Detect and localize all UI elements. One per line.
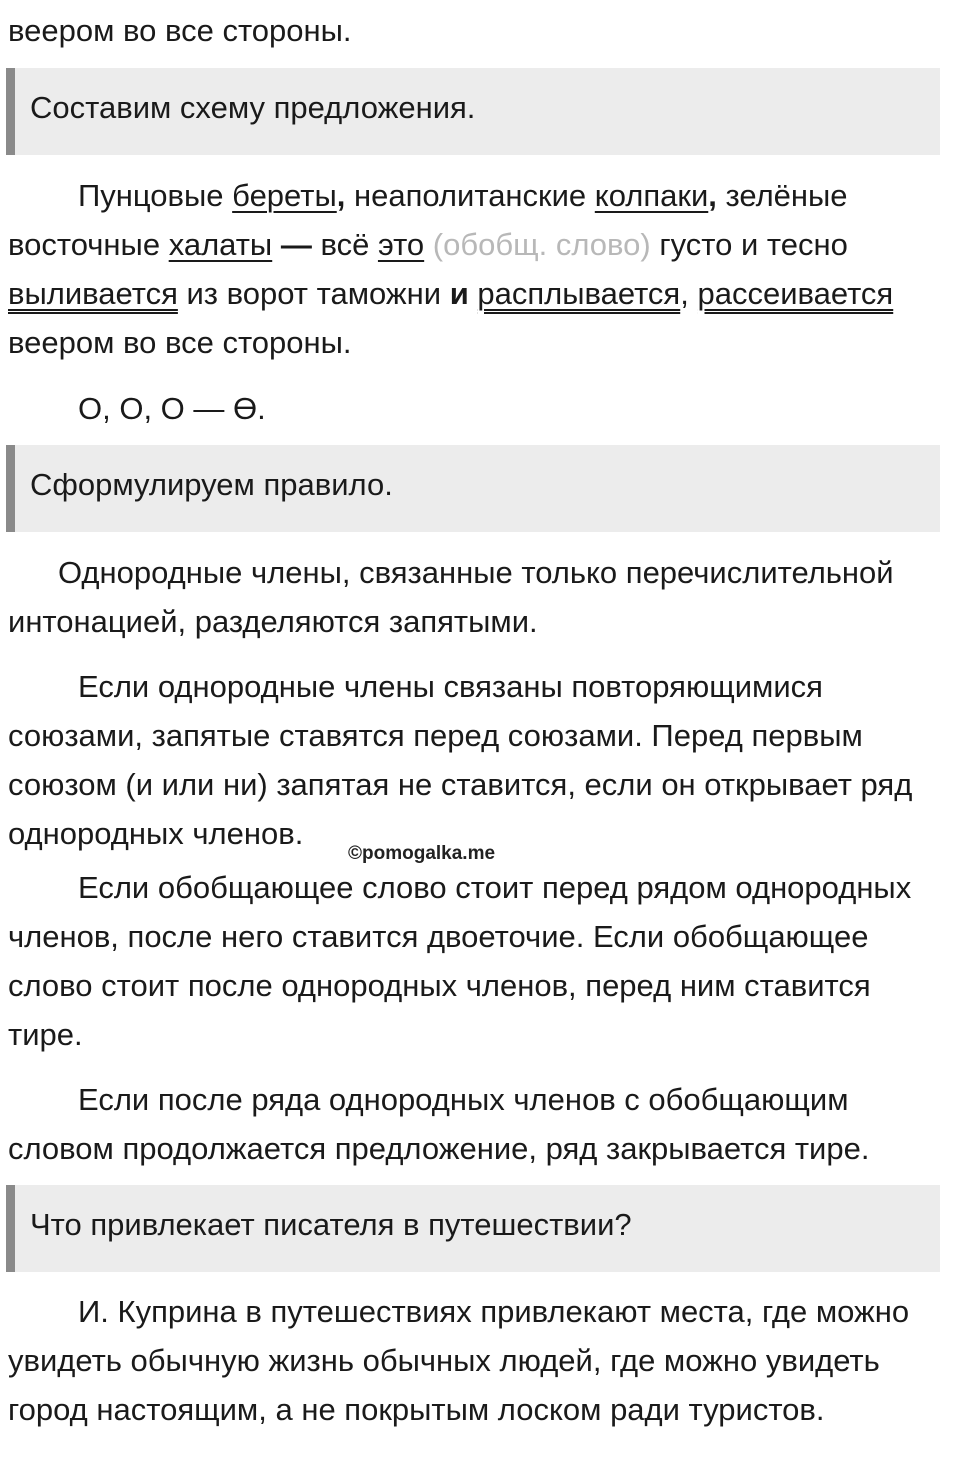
space [424, 227, 433, 262]
word: зелёные восточные [8, 178, 848, 262]
word: из ворот таможни [177, 276, 450, 311]
generalizing-word: это [377, 227, 425, 262]
word: всё [311, 227, 378, 262]
section-header-rule [6, 445, 940, 532]
section-header-scheme-text: Составим схему предложения. [30, 90, 476, 125]
top-fragment: веером во все стороны. [8, 13, 352, 48]
section-header-question [6, 1185, 940, 1272]
homogeneous-subject-2: колпаки [594, 178, 709, 213]
word: , [680, 276, 698, 311]
rule-paragraph-3: Если обобщающее слово стоит перед рядом однородных членов, после него ставится двоеточие. Если обобщающее слово стоит после однородных членов, перед ним ставится тире. [8, 870, 912, 1052]
word: неаполитанские [345, 178, 595, 213]
predicate-3: рассеивается [697, 276, 894, 311]
generalizing-word-note: (обобщ. слово) [432, 227, 651, 262]
word: веером во все стороны. [8, 325, 352, 360]
conjunction-bold: и [449, 276, 469, 311]
homogeneous-subject-3: халаты [168, 227, 273, 262]
section-header-question-text: Что привлекает писателя в путешествии? [30, 1207, 632, 1242]
rule-paragraph-1: Однородные члены, связанные только перечислительной интонацией, разделяются запятыми. [8, 555, 894, 639]
word: Пунцовые [78, 178, 233, 213]
comma-bold: , [336, 178, 346, 213]
predicate-1: выливается [8, 276, 178, 311]
section-header-rule-text: Сформулируем правило. [30, 467, 393, 502]
rule-paragraph-2: Если однородные члены связаны повторяющимися союзами, запятые ставятся перед союзами. Перед первым союзом (и или ни) запятая не ставится, если он открывает ряд однородных членов. [8, 669, 913, 851]
space [272, 227, 281, 262]
homogeneous-subject-1: береты [232, 178, 337, 213]
section-header-scheme [6, 68, 940, 155]
sentence-scheme: О, О, О — Ө. [78, 391, 266, 426]
comma-bold: , [708, 178, 717, 213]
dash-bold: — [280, 227, 312, 262]
word: густо и тесно [650, 227, 848, 262]
watermark: ©pomogalka.me [348, 843, 496, 864]
answer-paragraph: И. Куприна в путешествиях привлекают места, где можно увидеть обычную жизнь обычных людей, где можно увидеть город настоящим, а не покрытым лоском ради туристов. [8, 1294, 910, 1427]
sentence-paragraph [8, 171, 953, 367]
rule-paragraph-4: Если после ряда однородных членов с обобщающим словом продолжается предложение, ряд закрывается тире. [8, 1082, 870, 1166]
predicate-2: расплывается [477, 276, 681, 311]
